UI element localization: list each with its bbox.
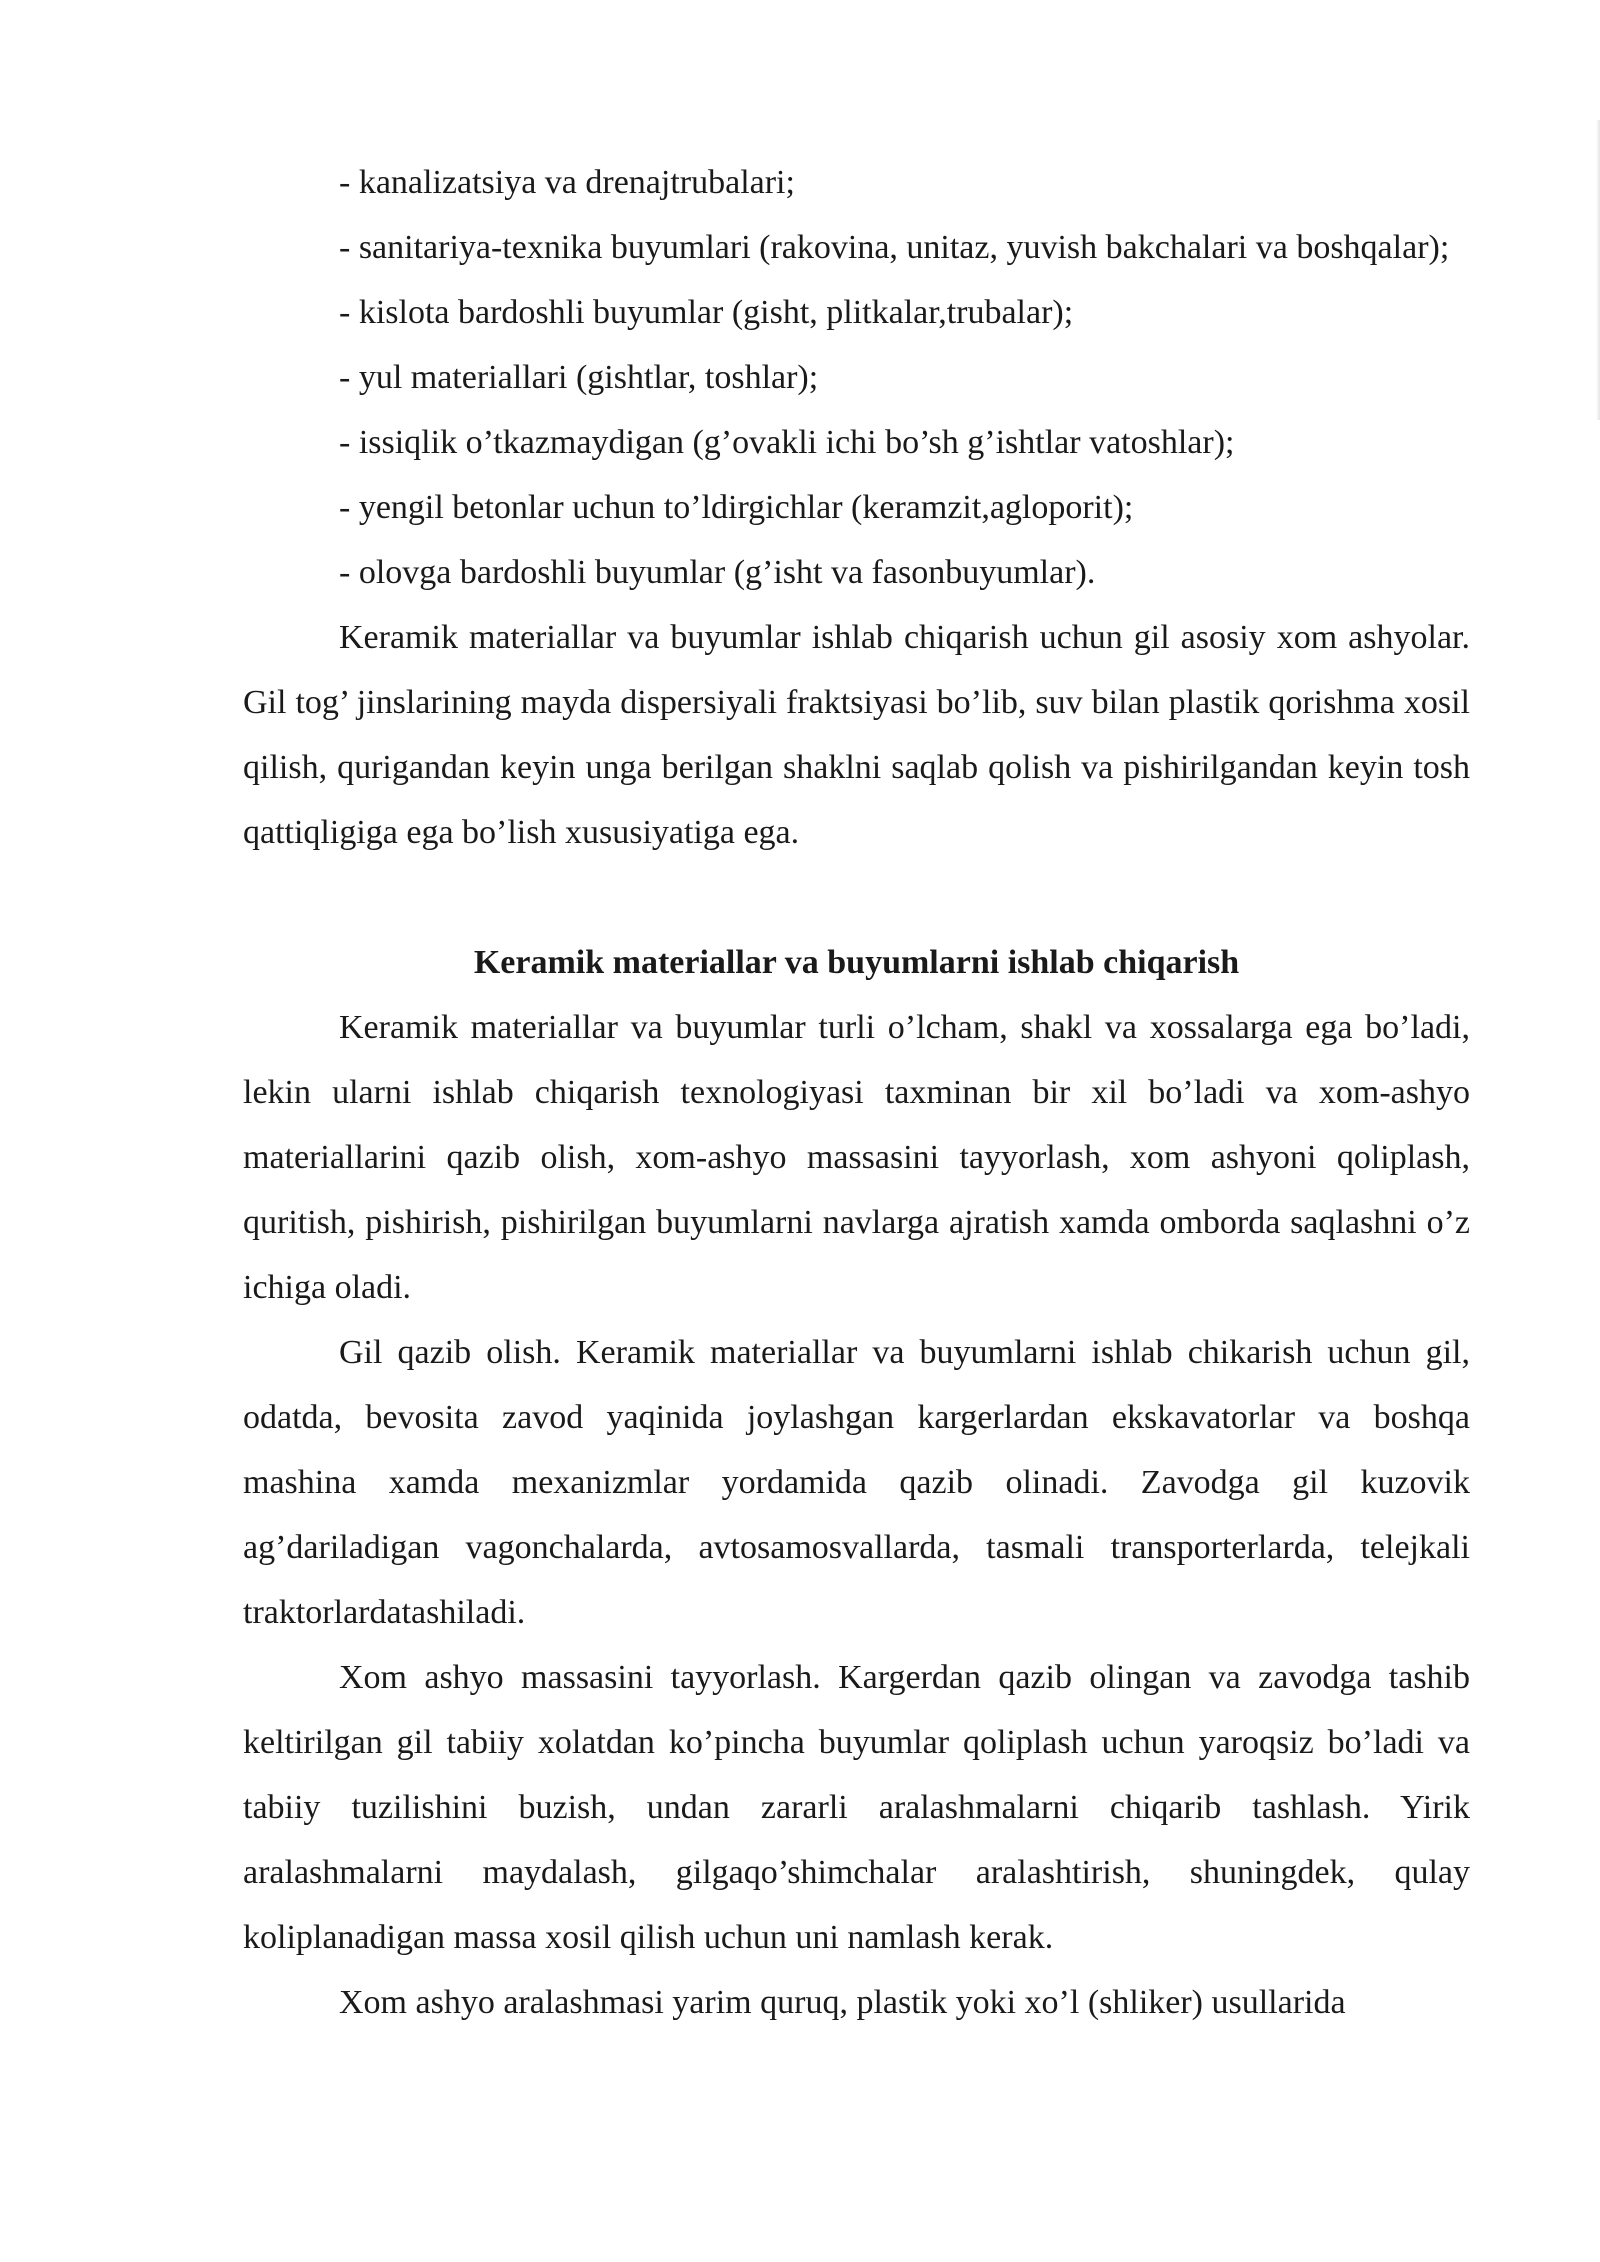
page-content [243, 150, 1470, 2035]
page-edge-shadow [1596, 120, 1600, 420]
list-item: - issiqlik o’tkazmaydigan (g’ovakli ichi bo’sh g’ishtlar vatoshlar); [339, 424, 1235, 461]
list-item: - yengil betonlar uchun to’ldirgichlar (keramzit,agloporit); [339, 489, 1134, 526]
material-types-list [243, 150, 1470, 605]
section-heading: Keramik materiallar va buyumlarni ishlab chiqarish [473, 944, 1240, 981]
list-item: - kanalizatsiya va drenajtrubalari; [339, 164, 795, 201]
list-item: - olovga bardoshli buyumlar (g’isht va fasonbuyumlar). [339, 554, 1096, 591]
list-item: - yul materiallari (gishtlar, toshlar); [339, 359, 819, 396]
body-paragraph: Xom ashyo aralashmasi yarim quruq, plastik yoki xo’l (shliker) usullarida [339, 1984, 1346, 2021]
intro-paragraph: Keramik materiallar va buyumlar ishlab chiqarish uchun gil asosiy xom ashyolar. Gil tog’ jinslarining mayda dispersiyali fraktsiyasi bo’lib, suv bilan plastik qorishma xosil qilish, qurigandan keyin unga berilgan shaklni saqlab qolish va pishirilgandan keyin tosh qattiqligiga ega bo’lish xususiyatiga ega. [243, 619, 1470, 851]
body-paragraph: Xom ashyo massasini tayyorlash. Kargerdan qazib olingan va zavodga tashib keltirilgan gil tabiiy xolatdan ko’pincha buyumlar qoliplash uchun yaroqsiz bo’ladi va tabiiy tuzilishini buzish, undan zararli aralashmalarni chiqarib tashlash. Yirik aralashmalarni maydalash, gilgaqo’shimchalar aralashtirish, shuningdek, qulay koliplanadigan massa xosil qilish uchun uni namlash kerak. [243, 1659, 1470, 1956]
list-item: - kislota bardoshli buyumlar (gisht, plitkalar,trubalar); [339, 294, 1074, 331]
body-paragraph: Gil qazib olish. Keramik materiallar va buyumlarni ishlab chikarish uchun gil, odatda, bevosita zavod yaqinida joylashgan kargerlardan ekskavatorlar va boshqa mashina xamda mexanizmlar yordamida qazib olinadi. Zavodga gil kuzovik ag’dariladigan vagonchalarda, avtosamosvallarda, tasmali transporterlarda, telejkali traktorlardatashiladi. [243, 1334, 1470, 1631]
body-paragraph: Keramik materiallar va buyumlar turli o’lcham, shakl va xossalarga ega bo’ladi, lekin ularni ishlab chiqarish texnologiyasi taxminan bir xil bo’ladi va xom-ashyo materiallarini qazib olish, xom-ashyo massasini tayyorlash, xom ashyoni qoliplash, quritish, pishirish, pishirilgan buyumlarni navlarga ajratish xamda omborda saqlashni o’z ichiga oladi. [243, 1009, 1470, 1306]
list-item: - sanitariya-texnika buyumlari (rakovina, unitaz, yuvish bakchalari va boshqalar); [339, 229, 1450, 266]
